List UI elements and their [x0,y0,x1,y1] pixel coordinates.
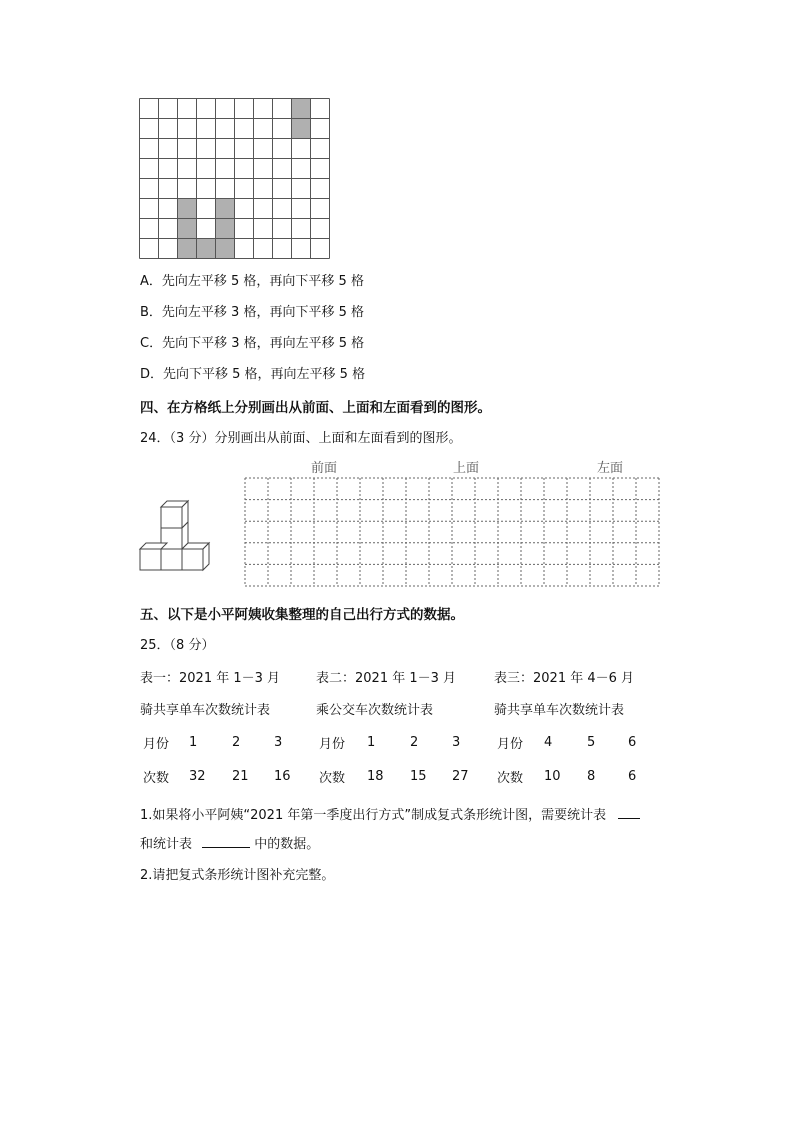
shaded-cell [216,199,235,219]
sub-question-1-text: 1.如果将小平阿姨“2021 年第一季度出行方式”制成复式条形统计图，需要统计表 [140,808,607,823]
cube-stack-figure [136,496,218,578]
question-25: 25．（8 分） [140,638,215,653]
table2-count-1: 18 [367,769,384,784]
sub-question-1-line1 [140,804,640,823]
table2-count-label: 次数 [319,771,346,786]
table3-month-3: 6 [628,735,637,750]
shaded-cell [292,99,311,119]
table2-month-label: 月份 [319,737,346,752]
table1-count-3: 16 [274,769,291,784]
table2-period: 表二：2021 年 1－3 月 [316,671,457,686]
table2-month-2: 2 [410,735,419,750]
answer-blank-2[interactable] [202,833,250,848]
table2-month-3: 3 [452,735,461,750]
table1-count-1: 32 [189,769,206,784]
option-b[interactable]: B．先向左平移 3 格，再向下平移 5 格 [140,305,364,320]
sub-question-1-line2 [140,833,319,852]
option-d[interactable]: D．先向下平移 5 格，再向左平移 5 格 [140,367,366,382]
section-five-heading: 五、以下是小平阿姨收集整理的自己出行方式的数据。 [140,607,464,623]
answer-blank-1[interactable] [618,804,640,819]
view-label-left: 左面 [597,461,624,476]
table1-count-label: 次数 [143,771,170,786]
view-label-top: 上面 [453,461,480,476]
table2-count-2: 15 [410,769,427,784]
table1-count-2: 21 [232,769,249,784]
translation-grid-figure [139,98,331,260]
shaded-cell [178,239,197,259]
shaded-cell [178,199,197,219]
table3-count-1: 10 [544,769,561,784]
table1-period: 表一：2021 年 1－3 月 [140,671,281,686]
table2-count-3: 27 [452,769,469,784]
question-24: 24．（3 分）分别画出从前面、上面和左面看到的图形。 [140,431,462,446]
table1-month-1: 1 [189,735,198,750]
table3-period: 表三：2021 年 4－6 月 [494,671,635,686]
table3-count-2: 8 [587,769,596,784]
table2-month-1: 1 [367,735,376,750]
drawing-grid[interactable] [244,477,662,587]
table2-title: 乘公交车次数统计表 [316,703,434,718]
section-four-heading: 四、在方格纸上分别画出从前面、上面和左面看到的图形。 [140,400,491,416]
shaded-cell [216,239,235,259]
shaded-cell [216,219,235,239]
table3-title: 骑共享单车次数统计表 [494,703,625,718]
table1-month-2: 2 [232,735,241,750]
option-a[interactable]: A．先向左平移 5 格，再向下平移 5 格 [140,274,364,289]
option-c[interactable]: C．先向下平移 3 格，再向左平移 5 格 [140,336,365,351]
shaded-cell [178,219,197,239]
sub-question-1-text-c: 中的数据。 [254,837,320,852]
table3-month-2: 5 [587,735,596,750]
shaded-cell [292,119,311,139]
table3-month-1: 4 [544,735,553,750]
view-label-front: 前面 [311,461,338,476]
table3-count-3: 6 [628,769,637,784]
table1-title: 骑共享单车次数统计表 [140,703,271,718]
sub-question-1-text-b: 和统计表 [140,837,193,852]
table3-count-label: 次数 [497,771,524,786]
sub-question-2: 2.请把复式条形统计图补充完整。 [140,868,335,883]
shaded-cell [197,239,216,259]
table1-month-3: 3 [274,735,283,750]
table1-month-label: 月份 [143,737,170,752]
table3-month-label: 月份 [497,737,524,752]
